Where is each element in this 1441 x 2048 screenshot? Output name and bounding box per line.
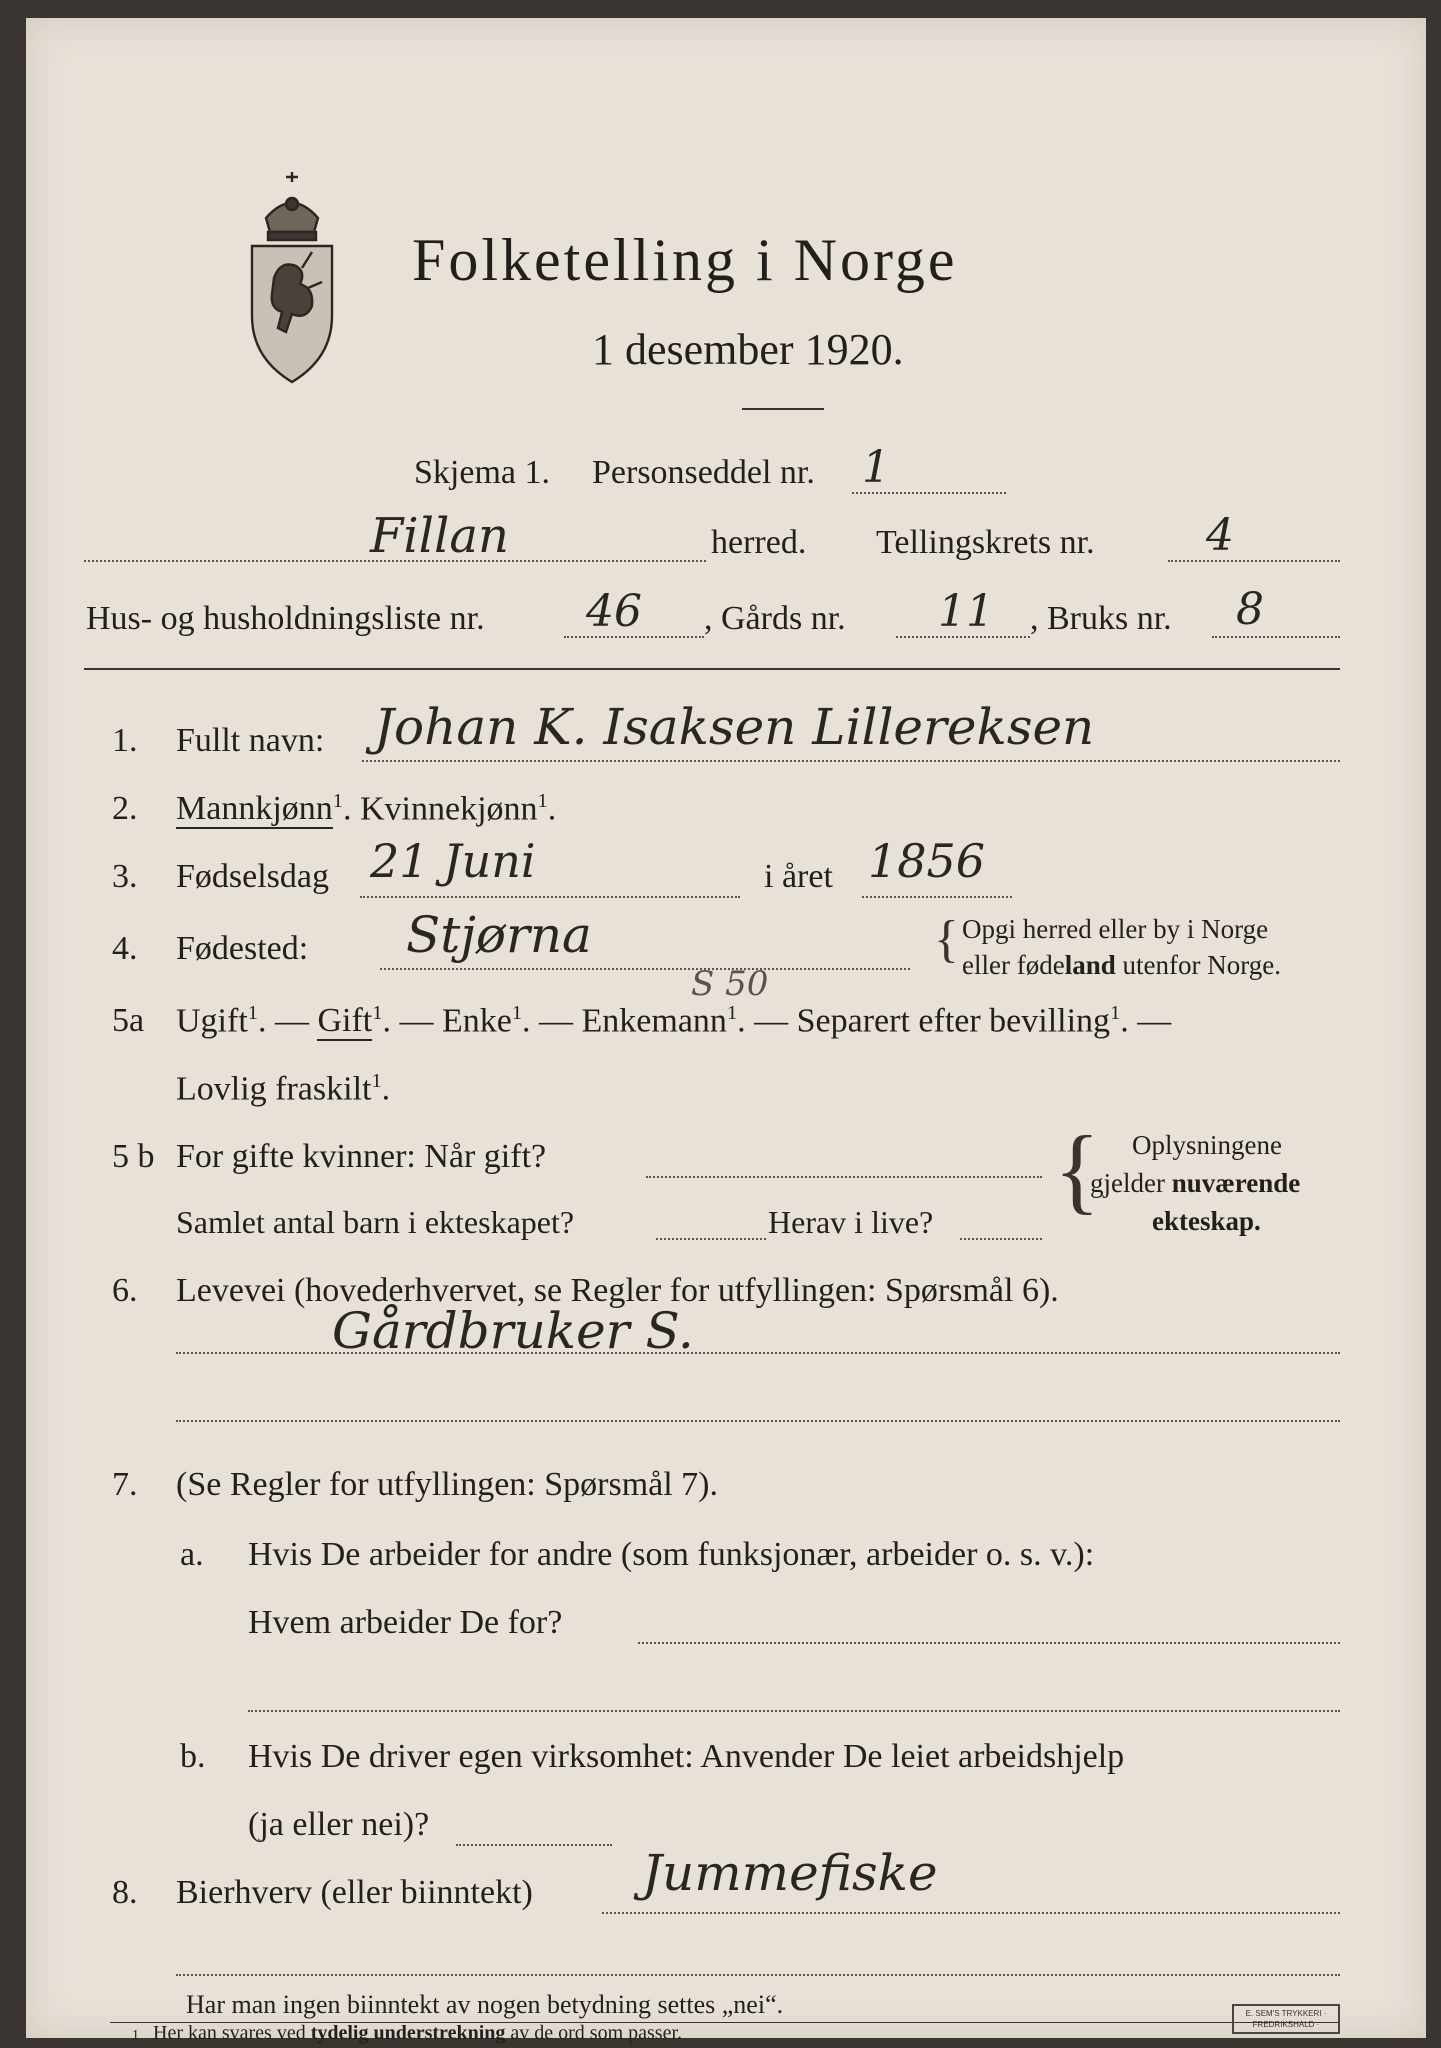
occupation-value: Gårdbruker S. <box>332 1302 694 1360</box>
q7-label: (Se Regler for utfyllingen: Spørsmål 7). <box>176 1466 719 1503</box>
marital-fraskilt: Lovlig fraskilt$^1$. <box>176 1070 391 1108</box>
q1-number: 1. <box>112 722 138 759</box>
footnote: 1 Her kan svares ved tydelig understrekning av de ord som passer. <box>132 2022 683 2044</box>
tellingskrets-value: 4 <box>1206 510 1234 561</box>
q7b-letter: b. <box>180 1738 206 1775</box>
q4-number: 4. <box>112 930 138 967</box>
skjema-label: Skjema 1. <box>414 454 550 491</box>
gards-value: 11 <box>938 586 994 637</box>
birthday-value: 21 Juni <box>370 834 536 888</box>
gender-female-option: Kvinnekjønn <box>359 790 538 828</box>
birthplace-label: Fødested: <box>176 930 309 967</box>
hus-label: Hus- og husholdningsliste nr. <box>86 600 485 637</box>
q7a-letter: a. <box>180 1536 204 1573</box>
q7b-line2: (ja eller nei)? <box>248 1806 430 1843</box>
personseddel-label: Personseddel nr. <box>592 454 815 491</box>
q7a-line1: Hvis De arbeider for andre (som funksjonær, arbeider o. s. v.): <box>248 1536 1095 1573</box>
census-date: 1 desember 1920. <box>592 325 904 374</box>
marriage-note-line1: Oplysningene <box>1132 1130 1282 1160</box>
bruks-value: 8 <box>1236 584 1264 635</box>
marriage-brace: { <box>1054 1116 1101 1223</box>
side-income-value: Jummefiske <box>642 1844 938 1902</box>
tellingskrets-label: Tellingskrets nr. <box>876 524 1095 561</box>
hus-value: 46 <box>586 586 642 637</box>
census-form <box>26 18 1426 2044</box>
marital-gift-option: Gift <box>317 1002 373 1040</box>
birthday-label: Fødselsdag <box>176 858 329 895</box>
side-income-label: Bierhverv (eller biinntekt) <box>176 1874 533 1911</box>
occupation-label: Levevei (hovederhvervet, se Regler for utfyllingen: Spørsmål 6). <box>176 1272 1059 1309</box>
q6-number: 6. <box>112 1272 138 1309</box>
title-divider <box>742 408 824 410</box>
q1-label: Fullt navn: <box>176 722 325 759</box>
married-women-question: For gifte kvinner: Når gift? <box>176 1138 547 1175</box>
birthplace-value: Stjørna <box>406 906 592 964</box>
birthplace-note-line1: Opgi herred eller by i Norge <box>962 914 1269 944</box>
birthplace-brace: { <box>934 911 959 968</box>
herred-label: herred. <box>711 524 807 561</box>
birthplace-note-line2: eller fødeland utenfor Norge. <box>962 950 1281 980</box>
marriage-note-line2: gjelder nuværende <box>1090 1168 1301 1198</box>
birth-year-label: i året <box>764 858 833 895</box>
q8-number: 8. <box>112 1874 138 1911</box>
header-divider <box>84 668 1340 670</box>
full-name-value: Johan K. Isaksen Lillereksen <box>374 698 1095 756</box>
q2-number: 2. <box>112 790 138 827</box>
marital-status-options: Ugift$^1$. — Gift$^1$. — Enke$^1$. — Enkemann$^1$. — Separert efter bevilling$^1$. — <box>176 1002 1172 1040</box>
q7b-line1: Hvis De driver egen virksomhet: Anvender De leiet arbeidshjelp <box>248 1738 1125 1775</box>
gards-label: , Gårds nr. <box>704 600 846 637</box>
printer-stamp: E. SEM'S TRYKKERI · FREDRIKSHALD · <box>1232 2004 1340 2034</box>
q5a-number: 5a <box>112 1002 145 1039</box>
marriage-note-line3: ekteskap. <box>1152 1206 1261 1236</box>
herred-value: Fillan <box>370 508 509 564</box>
no-income-note: Har man ingen biinntekt av nogen betydning settes „nei“. <box>186 1990 784 2019</box>
gender-options: Mannkjønn$^1$. Kvinnekjønn$^1$. <box>176 790 557 828</box>
children-count-question: Samlet antal barn i ekteskapet? <box>176 1204 575 1240</box>
marital-annotation: S 50 <box>691 964 769 1004</box>
children-alive-question: Herav i live? <box>768 1204 934 1240</box>
norwegian-coat-of-arms-icon <box>244 168 340 390</box>
q7a-line2: Hvem arbeider De for? <box>248 1604 563 1641</box>
form-title: Folketelling i Norge <box>412 227 958 293</box>
q3-number: 3. <box>112 858 138 895</box>
personseddel-value: 1 <box>862 442 890 493</box>
q7-number: 7. <box>112 1466 138 1503</box>
bruks-label: , Bruks nr. <box>1030 600 1172 637</box>
q5b-number: 5 b <box>112 1138 155 1175</box>
gender-male-option: Mannkjønn <box>176 790 333 828</box>
birth-year-value: 1856 <box>868 834 986 888</box>
